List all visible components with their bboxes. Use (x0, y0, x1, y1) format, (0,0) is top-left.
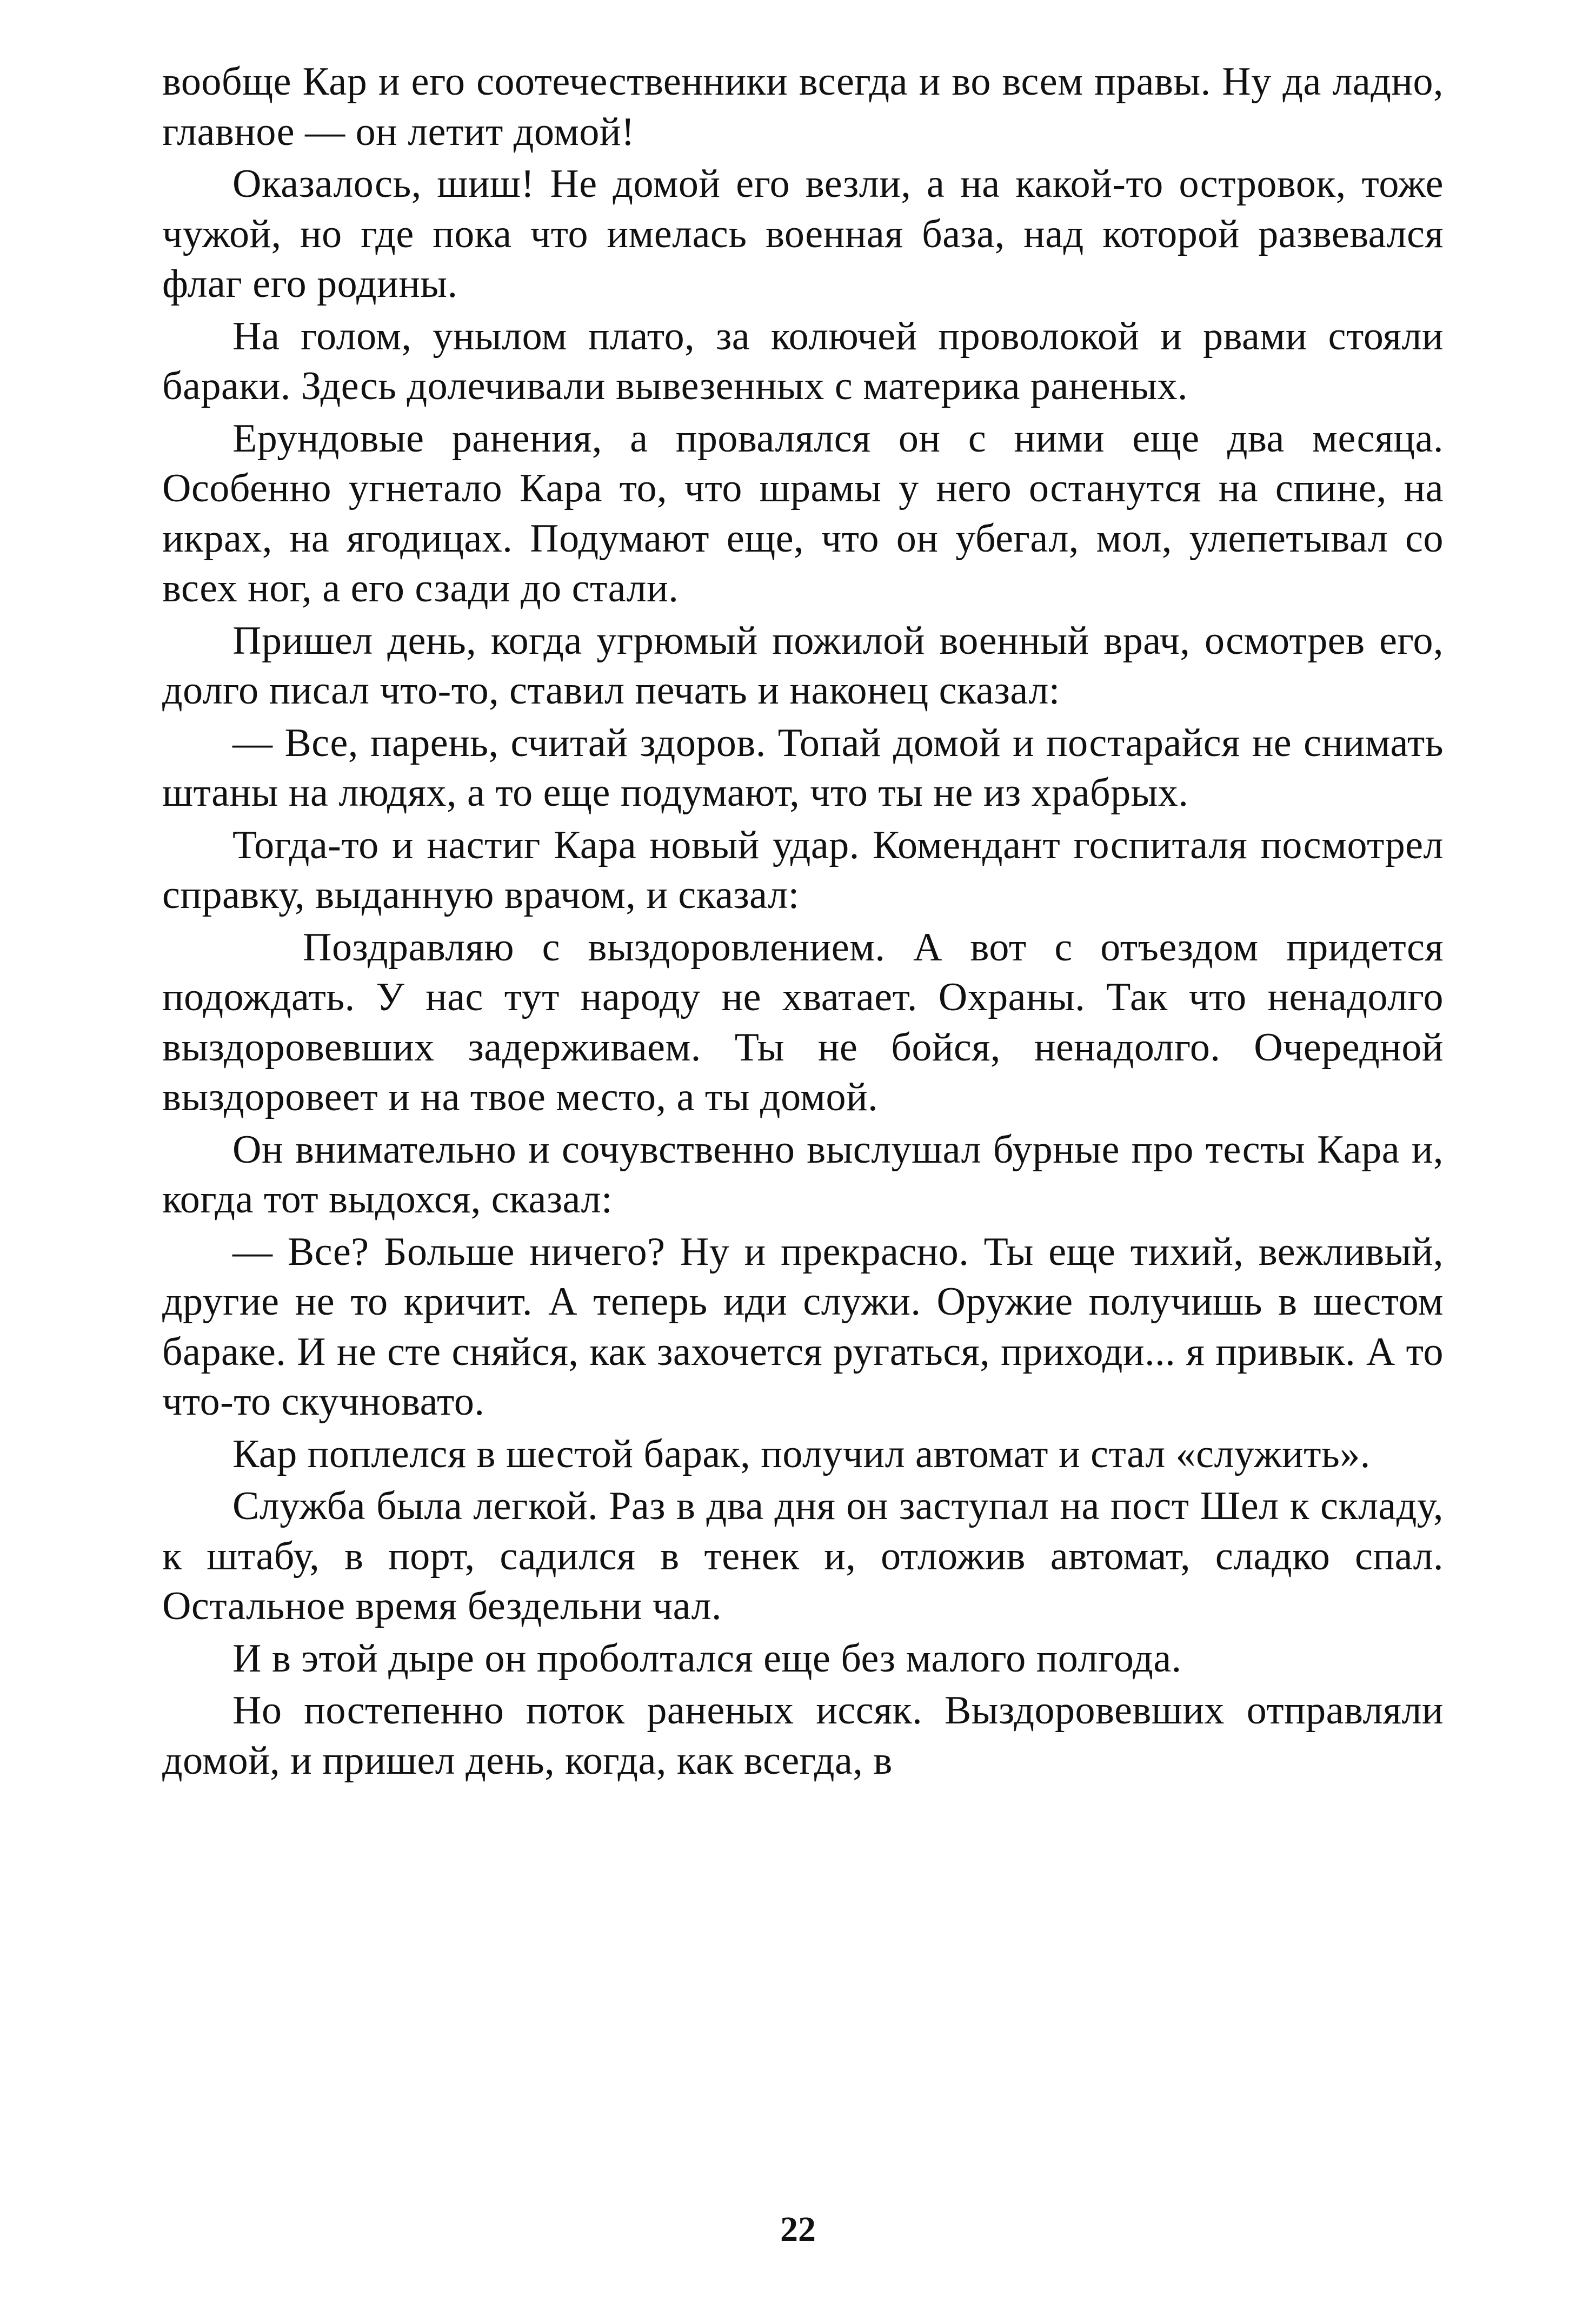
page-number: 22 (780, 2210, 816, 2249)
paragraph: Оказалось, шиш! Не домой его везли, а на какой-то островок, тоже чужой, но где пока что имелась военная база, над которой развевался флаг его родины. (162, 162, 1444, 306)
paragraph: Тогда-то и настиг Кара новый удар. Комендант госпиталя посмотрел справку, выданную врачом, и сказал: (162, 823, 1444, 917)
dialogue-paragraph: — Все? Больше ничего? Ну и прекрасно. Ты еще тихий, вежливый, другие не то кричит. А теперь иди служи. Оружие получишь в шестом бараке. И не сте сняйся, как захочется ругаться, приходи... я привык. А то что-то скучновато. (162, 1229, 1444, 1424)
dialogue-paragraph: — Все, парень, считай здоров. Топай домой и постарайся не снимать штаны на людях, а то еще подумают, что ты не из храбрых. (162, 720, 1444, 815)
body-text (162, 57, 1444, 1788)
dialogue-paragraph: Поздравляю с выздоровлением. А вот с отъездом придется подождать. У нас тут народу не хватает. Охраны. Так что ненадолго выздоровевших задерживаем. Ты не бойся, ненадолго. Очередной выздоровеет и на твое место, а ты домой. (162, 925, 1444, 1119)
paragraph: На голом, унылом плато, за колючей проволокой и рвами стояли бараки. Здесь долечивали вывезенных с материка раненых. (162, 314, 1444, 408)
paragraph: Кар поплелся в шестой барак, получил автомат и стал «служить». (232, 1431, 1371, 1476)
paragraph: вообще Кар и его соотечественники всегда и во всем правы. Ну да ладно, главное — он летит домой! (162, 59, 1444, 154)
paragraph: Пришел день, когда угрюмый пожилой военный врач, осмотрев его, долго писал что-то, ставил печать и наконец сказал: (162, 618, 1444, 713)
paragraph: Он внимательно и сочувственно выслушал бурные про тесты Кара и, когда тот выдохся, сказал: (162, 1127, 1444, 1222)
paragraph: Но постепенно поток раненых иссяк. Выздоровевших отправляли домой, и пришел день, когда, как всегда, в (162, 1688, 1444, 1783)
paragraph: Ерундовые ранения, а провалялся он с ними еще два месяца. Особенно угнетало Кара то, что шрамы у него останутся на спине, на икрах, на ягодицах. Подумают еще, что он убегал, мол, улепетывал со всех ног, а его сзади до стали. (162, 416, 1444, 611)
paragraph: И в этой дыре он проболтался еще без малого полгода. (232, 1636, 1182, 1681)
paragraph: Служба была легкой. Раз в два дня он заступал на пост Шел к складу, к штабу, в порт, садился в тенек и, отложив автомат, сладко спал. Остальное время бездельни чал. (162, 1484, 1444, 1628)
